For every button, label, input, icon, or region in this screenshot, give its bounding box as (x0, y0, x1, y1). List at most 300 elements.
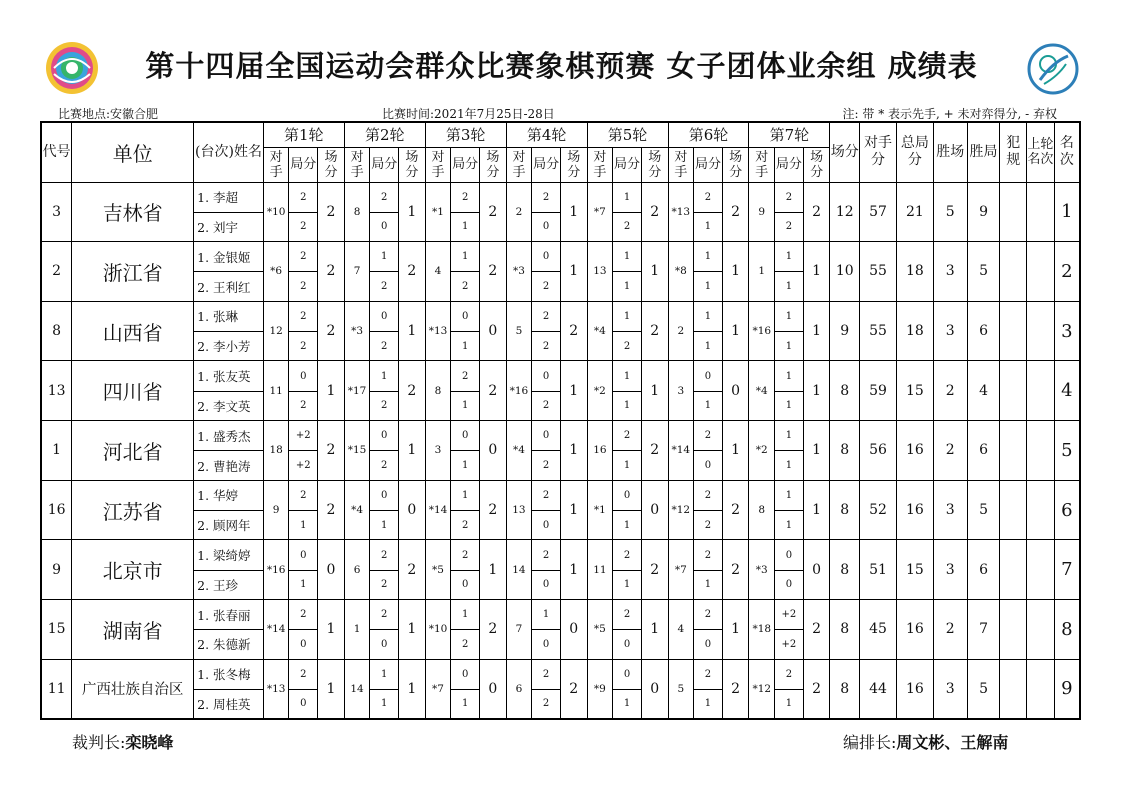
win-games: 6 (967, 540, 1000, 600)
total-match-score: 8 (830, 480, 860, 540)
round-6-opponent: 3 (668, 361, 694, 421)
player-2-name: 2. 王利红 (194, 272, 264, 301)
round-5-opponent: *4 (587, 301, 613, 361)
page-title: 第十四届全国运动会群众比赛象棋预赛 女子团体业余组 成绩表 (145, 49, 978, 83)
table-row (41, 242, 1080, 272)
round-1-match-score: 1 (318, 659, 345, 719)
fouls (1000, 242, 1027, 302)
round-3-board1-score: 2 (451, 361, 480, 391)
player-1-name: 1. 张琳 (194, 301, 264, 331)
win-matches: 3 (933, 659, 967, 719)
round-1-board1-score: 2 (289, 599, 318, 629)
round-3-board2-score: 1 (451, 451, 480, 480)
previous-rank (1027, 242, 1055, 302)
player-2-name: 2. 顾网年 (194, 511, 264, 540)
round-4-board1-score: 0 (532, 421, 561, 451)
round-5-match-score: 2 (641, 421, 668, 481)
round-4-board2-score: 2 (532, 391, 561, 420)
win-games: 5 (967, 242, 1000, 302)
round-2-board2-score: 2 (370, 332, 399, 361)
referee-name: 栾晓峰 (125, 733, 174, 752)
round-4-board1-score: 2 (532, 301, 561, 331)
round-4-match-score: 2 (560, 659, 587, 719)
round-3-board1-score: 1 (451, 599, 480, 629)
round-5-board1-score: 2 (613, 421, 642, 451)
score-table (40, 121, 1081, 720)
previous-rank (1027, 421, 1055, 481)
header-r2-opp: 对手 (344, 147, 370, 182)
player-2-name: 2. 朱德新 (194, 630, 264, 659)
round-3-board1-score: 2 (451, 182, 480, 212)
round-3-match-score: 2 (480, 361, 507, 421)
venue-info: 比赛地点:安徽合肥 (58, 107, 159, 121)
team-code: 2 (41, 242, 72, 302)
arranger-line (843, 730, 1008, 753)
header-win-games: 胜局 (967, 122, 1000, 182)
round-5-board1-score: 1 (613, 242, 642, 272)
player-1-name: 1. 金银姬 (194, 242, 264, 272)
round-5-match-score: 1 (641, 599, 668, 659)
round-3-board2-score: 0 (451, 570, 480, 599)
round-2-opponent: 1 (344, 599, 370, 659)
round-4-opponent: 5 (506, 301, 532, 361)
round-5-board2-score: 1 (613, 451, 642, 480)
round-7-opponent: *4 (749, 361, 775, 421)
round-5-match-score: 1 (641, 361, 668, 421)
round-1-match-score: 2 (318, 182, 345, 242)
round-4-opponent: 13 (506, 480, 532, 540)
round-2-board2-score: 1 (370, 511, 399, 540)
previous-rank (1027, 540, 1055, 600)
final-rank: 7 (1054, 540, 1080, 600)
round-6-board1-score: 1 (694, 242, 723, 272)
final-rank: 6 (1054, 480, 1080, 540)
header-r2-game-score: 局分 (370, 147, 399, 182)
round-3-match-score: 1 (480, 540, 507, 600)
previous-rank (1027, 480, 1055, 540)
round-7-board1-score: 2 (775, 659, 804, 689)
round-6-board1-score: 2 (694, 659, 723, 689)
round-4-match-score: 0 (560, 599, 587, 659)
round-1-match-score: 1 (318, 599, 345, 659)
round-7-board1-score: 0 (775, 540, 804, 570)
round-4-board2-score: 2 (532, 272, 561, 301)
round-5-board2-score: 1 (613, 511, 642, 540)
round-4-match-score: 1 (560, 540, 587, 600)
player-1-name: 1. 梁绮婷 (194, 540, 264, 570)
player-2-name: 2. 刘宇 (194, 212, 264, 241)
header-round-3: 第3轮 (425, 122, 506, 147)
round-1-board1-score: 2 (289, 182, 318, 212)
player-1-name: 1. 张友英 (194, 361, 264, 391)
round-7-board1-score: 1 (775, 421, 804, 451)
fouls (1000, 361, 1027, 421)
header-board-name: (台次)姓名 (194, 122, 264, 182)
total-match-score: 8 (830, 599, 860, 659)
previous-rank (1027, 182, 1055, 242)
header-r5-opp: 对手 (587, 147, 613, 182)
round-1-opponent: 12 (263, 301, 289, 361)
round-7-match-score: 1 (803, 301, 830, 361)
fouls (1000, 480, 1027, 540)
round-2-board1-score: 0 (370, 301, 399, 331)
header-r5-game-score: 局分 (613, 147, 642, 182)
round-2-board1-score: 2 (370, 599, 399, 629)
round-1-board2-score: +2 (289, 451, 318, 480)
team-unit: 吉林省 (72, 182, 194, 242)
round-2-board2-score: 2 (370, 570, 399, 599)
round-3-match-score: 2 (480, 599, 507, 659)
round-1-board1-score: 2 (289, 242, 318, 272)
round-7-board2-score: 1 (775, 332, 804, 361)
win-matches: 2 (933, 361, 967, 421)
round-6-board2-score: 1 (694, 570, 723, 599)
table-row (41, 540, 1080, 570)
round-3-board2-score: 1 (451, 332, 480, 361)
round-2-board1-score: 1 (370, 242, 399, 272)
round-3-board1-score: 2 (451, 540, 480, 570)
round-4-opponent: *3 (506, 242, 532, 302)
round-5-board1-score: 1 (613, 182, 642, 212)
round-2-board1-score: 2 (370, 182, 399, 212)
round-7-board2-score: 0 (775, 570, 804, 599)
win-games: 5 (967, 659, 1000, 719)
round-7-opponent: *18 (749, 599, 775, 659)
header-r4-game-score: 局分 (532, 147, 561, 182)
table-row (41, 599, 1080, 629)
round-1-match-score: 0 (318, 540, 345, 600)
round-2-match-score: 2 (399, 540, 426, 600)
round-1-opponent: *16 (263, 540, 289, 600)
opponent-score: 45 (860, 599, 897, 659)
round-7-board2-score: 1 (775, 391, 804, 420)
total-match-score: 8 (830, 421, 860, 481)
fouls (1000, 421, 1027, 481)
round-6-board1-score: 0 (694, 361, 723, 391)
win-matches: 3 (933, 301, 967, 361)
round-4-board1-score: 0 (532, 361, 561, 391)
round-6-board2-score: 1 (694, 332, 723, 361)
round-4-opponent: 7 (506, 599, 532, 659)
table-row (41, 301, 1080, 331)
round-5-board1-score: 2 (613, 599, 642, 629)
team-unit: 四川省 (72, 361, 194, 421)
arranger-label: 编排长: (843, 733, 897, 752)
header-r5-match-score: 场分 (641, 147, 668, 182)
round-5-opponent: 16 (587, 421, 613, 481)
round-2-opponent: *3 (344, 301, 370, 361)
team-unit: 山西省 (72, 301, 194, 361)
round-2-match-score: 2 (399, 361, 426, 421)
round-6-match-score: 1 (722, 599, 749, 659)
round-6-board2-score: 0 (694, 451, 723, 480)
arranger-name: 周文彬、王解南 (896, 733, 1009, 752)
round-7-board1-score: +2 (775, 599, 804, 629)
round-5-board1-score: 0 (613, 480, 642, 510)
round-1-opponent: *14 (263, 599, 289, 659)
referee-line (72, 730, 173, 753)
win-matches: 5 (933, 182, 967, 242)
player-2-name: 2. 曹艳涛 (194, 451, 264, 480)
round-6-board1-score: 2 (694, 182, 723, 212)
round-6-match-score: 2 (722, 659, 749, 719)
total-game-score: 18 (896, 242, 933, 302)
round-2-opponent: 6 (344, 540, 370, 600)
win-matches: 2 (933, 599, 967, 659)
table-row (41, 182, 1080, 212)
round-4-match-score: 1 (560, 182, 587, 242)
round-2-match-score: 1 (399, 599, 426, 659)
round-3-match-score: 0 (480, 659, 507, 719)
total-match-score: 8 (830, 361, 860, 421)
opponent-score: 56 (860, 421, 897, 481)
round-6-match-score: 1 (722, 301, 749, 361)
round-4-board1-score: 2 (532, 480, 561, 510)
round-2-board1-score: 2 (370, 540, 399, 570)
round-6-board2-score: 1 (694, 391, 723, 420)
opponent-score: 55 (860, 301, 897, 361)
round-3-opponent: *13 (425, 301, 451, 361)
round-5-board2-score: 1 (613, 689, 642, 719)
header-round-1: 第1轮 (263, 122, 344, 147)
round-6-match-score: 2 (722, 480, 749, 540)
total-match-score: 8 (830, 659, 860, 719)
round-2-board1-score: 0 (370, 421, 399, 451)
round-5-board2-score: 1 (613, 391, 642, 420)
header-r6-game-score: 局分 (694, 147, 723, 182)
round-6-board2-score: 2 (694, 511, 723, 540)
round-1-match-score: 2 (318, 242, 345, 302)
round-2-board2-score: 2 (370, 272, 399, 301)
round-1-board2-score: 2 (289, 272, 318, 301)
round-7-match-score: 1 (803, 480, 830, 540)
player-1-name: 1. 盛秀杰 (194, 421, 264, 451)
round-1-board2-score: 2 (289, 391, 318, 420)
round-6-opponent: *8 (668, 242, 694, 302)
round-1-opponent: 18 (263, 421, 289, 481)
round-2-opponent: *4 (344, 480, 370, 540)
final-rank: 3 (1054, 301, 1080, 361)
round-4-match-score: 1 (560, 480, 587, 540)
round-4-board1-score: 0 (532, 242, 561, 272)
round-2-opponent: 8 (344, 182, 370, 242)
header-r3-game-score: 局分 (451, 147, 480, 182)
round-3-opponent: *1 (425, 182, 451, 242)
round-5-board1-score: 0 (613, 659, 642, 689)
round-4-opponent: 6 (506, 659, 532, 719)
round-7-board1-score: 2 (775, 182, 804, 212)
final-rank: 2 (1054, 242, 1080, 302)
round-7-opponent: *16 (749, 301, 775, 361)
round-2-opponent: *15 (344, 421, 370, 481)
round-3-board1-score: 1 (451, 242, 480, 272)
round-2-match-score: 0 (399, 480, 426, 540)
referee-label: 裁判长: (72, 733, 126, 752)
round-3-match-score: 2 (480, 480, 507, 540)
round-1-board2-score: 2 (289, 332, 318, 361)
header-r4-match-score: 场分 (560, 147, 587, 182)
round-6-board1-score: 1 (694, 301, 723, 331)
round-3-opponent: *7 (425, 659, 451, 719)
round-1-opponent: 11 (263, 361, 289, 421)
round-2-board2-score: 0 (370, 630, 399, 659)
total-game-score: 16 (896, 599, 933, 659)
round-1-board1-score: 0 (289, 361, 318, 391)
round-1-board1-score: 2 (289, 480, 318, 510)
round-1-board1-score: 2 (289, 301, 318, 331)
player-2-name: 2. 周桂英 (194, 689, 264, 719)
round-4-board1-score: 1 (532, 599, 561, 629)
round-3-opponent: *5 (425, 540, 451, 600)
round-5-match-score: 0 (641, 480, 668, 540)
round-7-board2-score: 1 (775, 511, 804, 540)
header-r1-opp: 对手 (263, 147, 289, 182)
team-unit: 湖南省 (72, 599, 194, 659)
team-unit: 浙江省 (72, 242, 194, 302)
fouls (1000, 182, 1027, 242)
header-r1-match-score: 场分 (318, 147, 345, 182)
team-unit: 江苏省 (72, 480, 194, 540)
round-1-match-score: 2 (318, 480, 345, 540)
round-6-opponent: *13 (668, 182, 694, 242)
round-4-board2-score: 0 (532, 570, 561, 599)
header-round-4: 第4轮 (506, 122, 587, 147)
header-round-5: 第5轮 (587, 122, 668, 147)
round-2-board1-score: 1 (370, 659, 399, 689)
team-code: 9 (41, 540, 72, 600)
player-2-name: 2. 王珍 (194, 570, 264, 599)
opponent-score: 51 (860, 540, 897, 600)
header-round-6: 第6轮 (668, 122, 749, 147)
team-code: 15 (41, 599, 72, 659)
round-7-board1-score: 1 (775, 301, 804, 331)
previous-rank (1027, 301, 1055, 361)
header-r1-game-score: 局分 (289, 147, 318, 182)
total-game-score: 21 (896, 182, 933, 242)
round-4-opponent: 14 (506, 540, 532, 600)
round-4-opponent: *4 (506, 421, 532, 481)
table-row (41, 659, 1080, 689)
round-7-match-score: 0 (803, 540, 830, 600)
round-5-opponent: *2 (587, 361, 613, 421)
round-7-match-score: 2 (803, 182, 830, 242)
round-3-opponent: 4 (425, 242, 451, 302)
round-4-opponent: *16 (506, 361, 532, 421)
round-1-opponent: 9 (263, 480, 289, 540)
round-2-board1-score: 0 (370, 480, 399, 510)
round-6-opponent: *12 (668, 480, 694, 540)
win-games: 7 (967, 599, 1000, 659)
final-rank: 4 (1054, 361, 1080, 421)
round-3-opponent: 3 (425, 421, 451, 481)
round-4-match-score: 1 (560, 421, 587, 481)
round-7-match-score: 1 (803, 242, 830, 302)
opponent-score: 59 (860, 361, 897, 421)
total-game-score: 15 (896, 540, 933, 600)
player-1-name: 1. 张春丽 (194, 599, 264, 629)
round-6-board2-score: 1 (694, 689, 723, 719)
round-1-opponent: *6 (263, 242, 289, 302)
round-7-match-score: 1 (803, 361, 830, 421)
round-6-opponent: 5 (668, 659, 694, 719)
fouls (1000, 659, 1027, 719)
opponent-score: 55 (860, 242, 897, 302)
final-rank: 8 (1054, 599, 1080, 659)
round-2-opponent: 7 (344, 242, 370, 302)
round-6-board2-score: 0 (694, 630, 723, 659)
player-2-name: 2. 李文英 (194, 391, 264, 420)
header-total-game: 总局分 (896, 122, 933, 182)
round-6-match-score: 2 (722, 182, 749, 242)
round-5-board2-score: 1 (613, 570, 642, 599)
player-1-name: 1. 华婷 (194, 480, 264, 510)
round-2-opponent: 14 (344, 659, 370, 719)
round-3-board2-score: 2 (451, 511, 480, 540)
round-6-board1-score: 2 (694, 421, 723, 451)
total-game-score: 16 (896, 659, 933, 719)
header-unit: 单位 (72, 122, 194, 182)
win-matches: 3 (933, 242, 967, 302)
round-3-board2-score: 1 (451, 212, 480, 241)
team-unit: 北京市 (72, 540, 194, 600)
total-game-score: 16 (896, 421, 933, 481)
round-4-opponent: 2 (506, 182, 532, 242)
round-5-board2-score: 2 (613, 212, 642, 241)
total-match-score: 8 (830, 540, 860, 600)
header-r7-opp: 对手 (749, 147, 775, 182)
round-7-opponent: 1 (749, 242, 775, 302)
team-code: 1 (41, 421, 72, 481)
win-games: 5 (967, 480, 1000, 540)
round-3-opponent: *10 (425, 599, 451, 659)
round-7-board1-score: 1 (775, 242, 804, 272)
round-4-board2-score: 0 (532, 212, 561, 241)
round-1-board1-score: 2 (289, 659, 318, 689)
win-matches: 3 (933, 480, 967, 540)
round-3-board1-score: 0 (451, 659, 480, 689)
round-6-board2-score: 1 (694, 212, 723, 241)
round-3-match-score: 0 (480, 421, 507, 481)
total-match-score: 9 (830, 301, 860, 361)
header-total-match: 场分 (830, 122, 860, 182)
opponent-score: 57 (860, 182, 897, 242)
round-1-board2-score: 0 (289, 689, 318, 719)
team-code: 8 (41, 301, 72, 361)
round-5-opponent: *7 (587, 182, 613, 242)
round-3-match-score: 0 (480, 301, 507, 361)
team-code: 16 (41, 480, 72, 540)
win-games: 6 (967, 421, 1000, 481)
total-game-score: 16 (896, 480, 933, 540)
fouls (1000, 540, 1027, 600)
round-7-board2-score: 2 (775, 212, 804, 241)
round-6-opponent: *7 (668, 540, 694, 600)
team-unit: 河北省 (72, 421, 194, 481)
round-3-board1-score: 0 (451, 301, 480, 331)
round-7-match-score: 2 (803, 659, 830, 719)
round-7-opponent: 8 (749, 480, 775, 540)
round-6-board1-score: 2 (694, 599, 723, 629)
win-games: 9 (967, 182, 1000, 242)
round-5-match-score: 2 (641, 540, 668, 600)
round-1-board2-score: 1 (289, 570, 318, 599)
header-round-2: 第2轮 (344, 122, 425, 147)
round-4-board2-score: 2 (532, 451, 561, 480)
header-rank: 名次 (1054, 122, 1080, 182)
header-fouls: 犯规 (1000, 122, 1027, 182)
round-2-board1-score: 1 (370, 361, 399, 391)
win-games: 4 (967, 361, 1000, 421)
